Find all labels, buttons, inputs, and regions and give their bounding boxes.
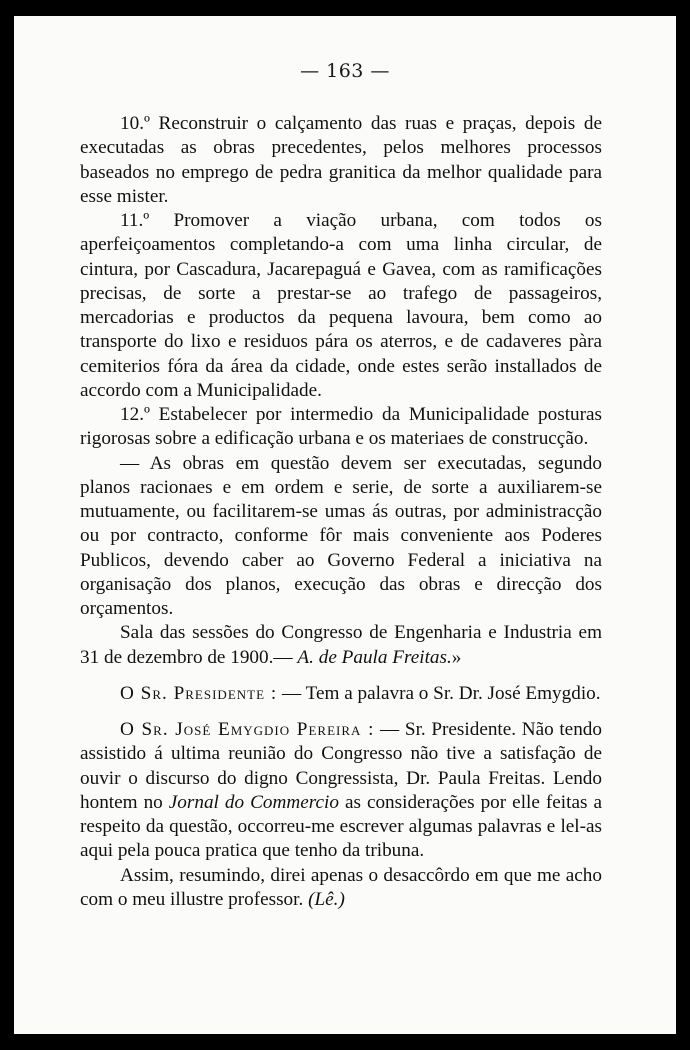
signature: A. de Paula Freitas.	[297, 646, 452, 668]
paragraph-item-11: 11.º Promover a viação urbana, com todos os aperfeiçoamentos completando-a com uma linha circular, de cintura, por Cascadura, Jacarepaguá e Gavea, com as ramificações precisas, de sorte a prestar-se ao trafego de passageiros, mercadorias e productos da pequena lavoura, bem como ao transporte do lixo e residuos pára os aterros, e de cadaveres pàra cemiterios fóra da área da cidade, onde estes serão installados de accordo com a Municipalidade.	[80, 210, 602, 401]
paragraph-item-12: 12.º Estabelecer por intermedio da Municipalidade posturas rigorosas sobre a edificação urbana e os materiaes de construcção.	[80, 404, 602, 450]
document-page	[14, 16, 676, 1034]
closing-quote: »	[451, 646, 462, 668]
journal-title: Jornal do Commercio	[168, 791, 339, 813]
document-body	[80, 112, 602, 912]
presidente-text: — Tem a palavra o Sr. Dr. José Emygdio.	[277, 682, 601, 704]
paragraph-presidente	[80, 682, 602, 706]
emygdio-text-1: — Sr. Presidente. Não tendo assistido á ultima reunião do Congresso não tive a satisfação de ouvir o discurso do digno Congressista, Dr. Paula Freitas. Lendo hontem no	[80, 719, 602, 813]
emygdio-text-2: as considerações por elle feitas a respeito da questão, occorreu-me escrever algumas palavras e lel-as aqui pela pouca pratica que tenho da tribuna.	[80, 791, 602, 862]
paragraph-item-10: 10.º Reconstruir o calçamento das ruas e praças, depois de executadas as obras precedentes, pelos melhores processos baseados no emprego de pedra granitica da melhor qualidade para esse mister.	[80, 113, 602, 207]
paragraph-assim	[80, 864, 602, 913]
paragraph-emygdio	[80, 718, 602, 864]
paragraph-obras: — As obras em questão devem ser executadas, segundo planos racionaes e em ordem e serie, de sorte a auxiliarem-se mutuamente, ou facilitarem-se umas ás outras, por administracção ou por contracto, conforme fôr mais conveniente aos Poderes Publicos, devendo caber ao Governo Federal a iniciativa na organisação dos planos, execução das obras e direcção dos orçamentos.	[80, 452, 602, 619]
assim-text: Assim, resumindo, direi apenas o desaccôrdo em que me acho com o meu illustre professor.	[80, 864, 602, 910]
paragraph-sala	[80, 621, 602, 670]
speaker-emygdio: O Sr. José Emygdio Pereira :	[120, 719, 375, 740]
sala-text: Sala das sessões do Congresso de Engenharia e Industria em 31 de dezembro de 1900.—	[80, 622, 602, 668]
speaker-presidente: O Sr. Presidente :	[120, 682, 278, 704]
page-number: — 163 —	[300, 60, 390, 82]
le-note: (Lê.)	[308, 888, 345, 910]
